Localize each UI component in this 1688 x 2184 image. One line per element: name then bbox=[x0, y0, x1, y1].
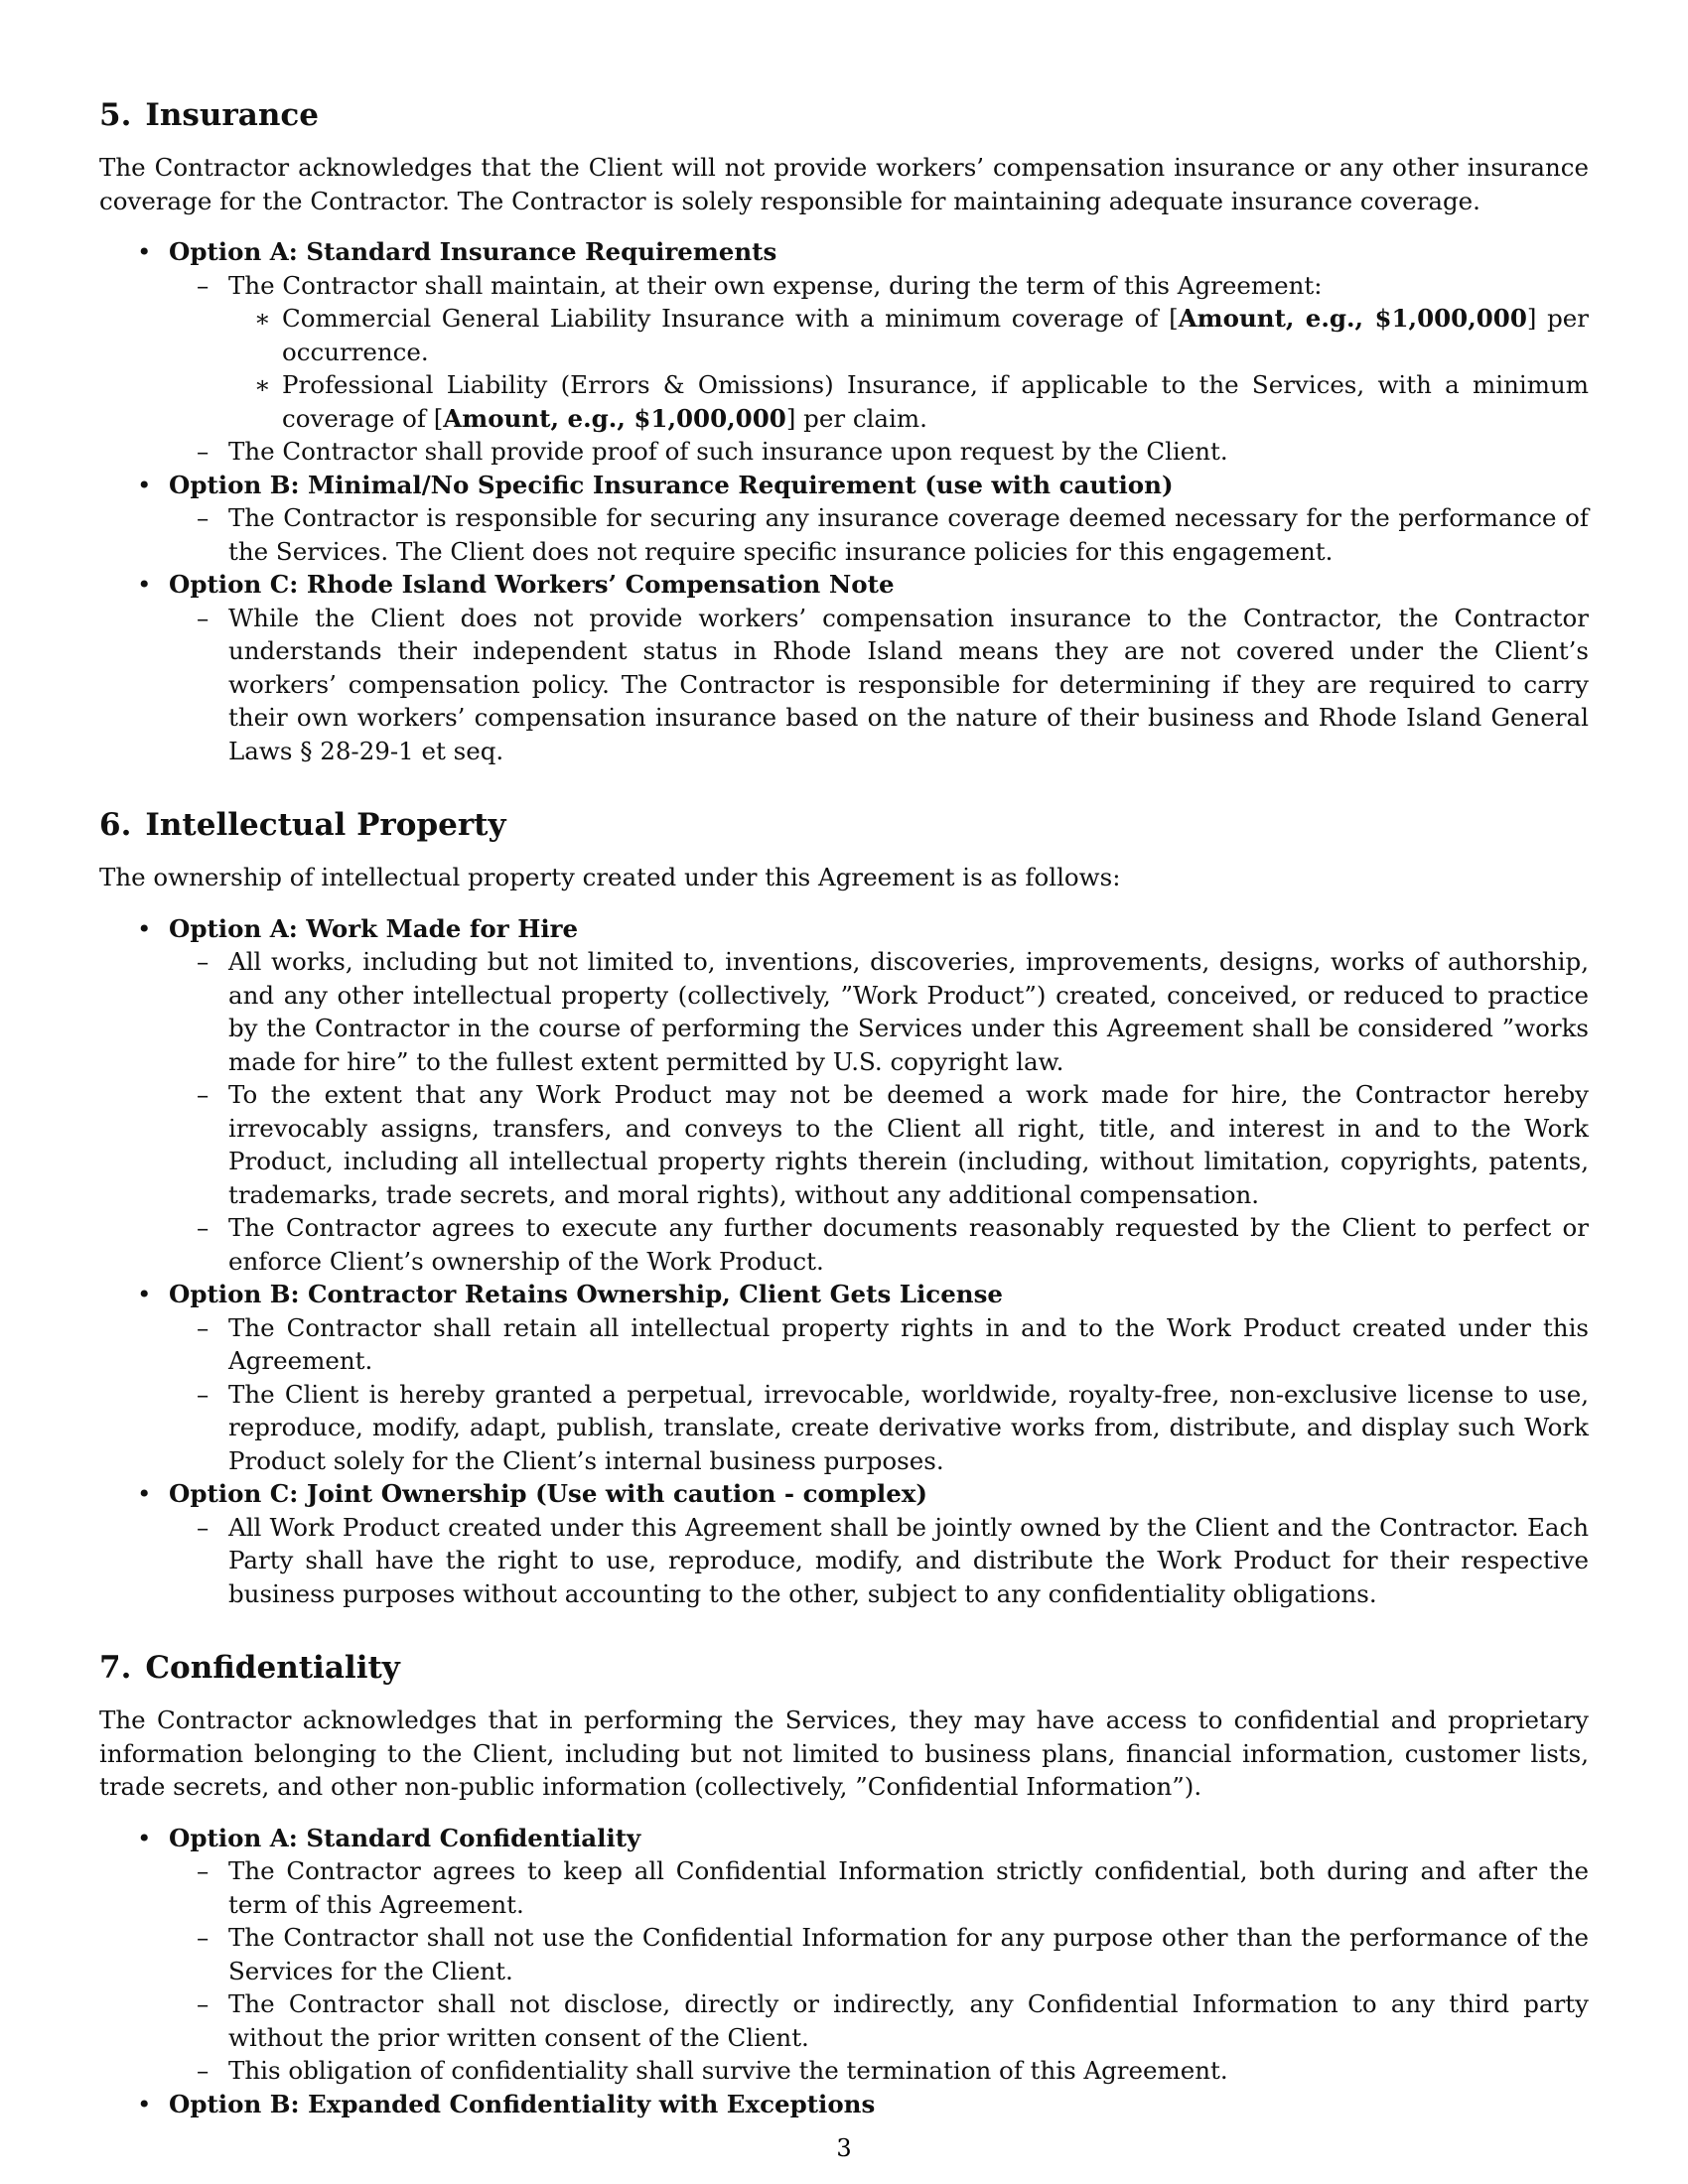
section bbox=[99, 95, 1589, 767]
document-page bbox=[99, 95, 1589, 2158]
option-item bbox=[99, 568, 1589, 767]
dash-icon: – bbox=[197, 1312, 210, 1342]
option-item bbox=[99, 1822, 1589, 2088]
section-number: 7. bbox=[99, 1650, 132, 1686]
section-intro: The ownership of intellectual property created under this Agreement is as follows: bbox=[99, 863, 1121, 891]
subclause-text: Commercial General Liability Insurance with a minimum coverage of [ bbox=[282, 304, 1179, 333]
option-title: Option B: Minimal/No Specific Insurance Requirement (use with caution) bbox=[169, 470, 1174, 499]
subclause-text: Professional Liability (Errors & Omissions) Insurance, if applicable to the Services, with a minimum coverage of [ bbox=[282, 370, 1589, 433]
clause-text: The Contractor agrees to keep all Confidential Information strictly confidential, both during and after the term of this Agreement. bbox=[228, 1856, 1589, 1919]
dash-icon: – bbox=[197, 603, 210, 632]
subclause-text-end: ] per occurrence. bbox=[282, 304, 1589, 366]
clause-item bbox=[169, 501, 1589, 568]
clause-item bbox=[169, 1211, 1589, 1278]
dash-icon: – bbox=[197, 1080, 210, 1109]
bullet-icon: • bbox=[137, 1823, 152, 1852]
dash-icon: – bbox=[197, 1989, 210, 2018]
clause-item bbox=[169, 1378, 1589, 1478]
clause-text: The Contractor shall provide proof of such insurance upon request by the Client. bbox=[228, 437, 1228, 466]
dash-icon: – bbox=[197, 947, 210, 976]
subclause-item bbox=[228, 302, 1589, 368]
section bbox=[99, 805, 1589, 1610]
section-number: 5. bbox=[99, 97, 132, 133]
section-title: Insurance bbox=[145, 97, 319, 133]
option-clauses bbox=[169, 602, 1589, 768]
dash-icon: – bbox=[197, 1379, 210, 1409]
option-item bbox=[99, 235, 1589, 469]
option-title: Option B: Expanded Confidentiality with Exceptions bbox=[169, 2089, 876, 2118]
option-clauses bbox=[169, 945, 1589, 1278]
subclause-list bbox=[228, 302, 1589, 435]
bullet-icon: • bbox=[137, 1280, 152, 1308]
clause-item bbox=[169, 1311, 1589, 1378]
option-clauses bbox=[169, 269, 1589, 469]
clause-item bbox=[169, 2054, 1589, 2088]
option-title: Option C: Joint Ownership (Use with caution - complex) bbox=[169, 1479, 928, 1508]
dash-icon: – bbox=[197, 270, 210, 300]
option-item bbox=[99, 1278, 1589, 1477]
clause-text: The Client is hereby granted a perpetual, irrevocable, worldwide, royalty-free, non-exclusive license to use, reproduce, modify, adapt, publish, translate, create derivative works from, distribute, and display such Work Product solely for the Client’s internal business purposes. bbox=[228, 1379, 1589, 1475]
option-clauses bbox=[169, 1854, 1589, 2088]
options-list bbox=[99, 1822, 1589, 2121]
option-item bbox=[99, 1477, 1589, 1610]
clause-text: While the Client does not provide workers’ compensation insurance to the Contractor, the Contractor understands their independent status in Rhode Island means they are not covered under the Client’s workers’ compensation policy. The Contractor is responsible for determining if they are required to carry their own workers’ compensation insurance based on the nature of their business and Rhode Island General Laws § 28-29-1 et seq. bbox=[228, 603, 1589, 765]
section-heading bbox=[99, 1648, 1589, 1688]
dash-icon: – bbox=[197, 437, 210, 466]
option-title: Option A: Standard Insurance Requirements bbox=[169, 237, 777, 266]
dash-icon: – bbox=[197, 2056, 210, 2085]
option-item bbox=[99, 2088, 1589, 2121]
section-heading bbox=[99, 805, 1589, 845]
clause-text: All Work Product created under this Agreement shall be jointly owned by the Client and the Contractor. Each Party shall have the right to use, reproduce, modify, and distribute the Work Product for their respective business purposes without accounting to the other, subject to any confidentiality obligations. bbox=[228, 1512, 1589, 1608]
clause-text: The Contractor shall maintain, at their own expense, during the term of this Agreement: bbox=[228, 270, 1323, 300]
clause-text: To the extent that any Work Product may not be deemed a work made for hire, the Contractor hereby irrevocably assigns, transfers, and conveys to the Client all right, title, and interest in and to the Work Product, including all intellectual property rights therein (including, without limitation, copyrights, patents, trademarks, trade secrets, and moral rights), without any additional compensation. bbox=[228, 1080, 1589, 1209]
subclause-item bbox=[228, 368, 1589, 435]
clause-text: This obligation of confidentiality shall survive the termination of this Agreement. bbox=[228, 2056, 1228, 2085]
clause-item bbox=[169, 435, 1589, 469]
section-heading bbox=[99, 95, 1589, 135]
option-title: Option A: Standard Confidentiality bbox=[169, 1823, 641, 1852]
clause-item bbox=[169, 1078, 1589, 1211]
clause-text: The Contractor shall retain all intellectual property rights in and to the Work Product created under this Agreement. bbox=[228, 1312, 1589, 1375]
clause-text: The Contractor shall not use the Confidential Information for any purpose other than the performance of the Services for the Client. bbox=[228, 1923, 1589, 1985]
clause-item bbox=[169, 1987, 1589, 2054]
clause-text: All works, including but not limited to, inventions, discoveries, improvements, designs, works of authorship, and any other intellectual property (collectively, ”Work Product”) created, conceived, or reduced to practice by the Contractor in the course of performing the Services under this Agreement shall be considered ”works made for hire” to the fullest extent permitted by U.S. copyright law. bbox=[228, 947, 1589, 1076]
subclause-text-end: ] per claim. bbox=[785, 403, 927, 433]
clause-text: The Contractor agrees to execute any further documents reasonably requested by the Client to perfect or enforce Client’s ownership of the Work Product. bbox=[228, 1213, 1589, 1276]
asterisk-icon: ∗ bbox=[254, 304, 271, 333]
clause-text: The Contractor is responsible for securing any insurance coverage deemed necessary for the performance of the Services. The Client does not require specific insurance policies for this engagement. bbox=[228, 503, 1589, 566]
clause-item bbox=[169, 602, 1589, 768]
section bbox=[99, 1648, 1589, 2120]
bullet-icon: • bbox=[137, 470, 152, 499]
option-title: Option A: Work Made for Hire bbox=[169, 913, 579, 943]
section-number: 6. bbox=[99, 807, 132, 843]
option-title: Option B: Contractor Retains Ownership, Client Gets License bbox=[169, 1280, 1003, 1308]
option-item bbox=[99, 912, 1589, 1279]
options-list bbox=[99, 912, 1589, 1611]
dash-icon: – bbox=[197, 1213, 210, 1242]
clause-item bbox=[169, 945, 1589, 1078]
dash-icon: – bbox=[197, 1856, 210, 1885]
option-clauses bbox=[169, 1311, 1589, 1478]
amount-placeholder: Amount, e.g., $1,000,000 bbox=[1178, 304, 1527, 333]
clause-item bbox=[169, 269, 1589, 436]
option-item bbox=[99, 469, 1589, 569]
option-clauses bbox=[169, 1511, 1589, 1611]
dash-icon: – bbox=[197, 1512, 210, 1542]
option-clauses bbox=[169, 501, 1589, 568]
option-title: Option C: Rhode Island Workers’ Compensation Note bbox=[169, 570, 895, 599]
page-number: 3 bbox=[836, 2134, 852, 2162]
asterisk-icon: ∗ bbox=[254, 370, 271, 399]
bullet-icon: • bbox=[137, 1479, 152, 1508]
options-list bbox=[99, 235, 1589, 767]
clause-item bbox=[169, 1511, 1589, 1611]
amount-placeholder: Amount, e.g., $1,000,000 bbox=[443, 403, 786, 433]
dash-icon: – bbox=[197, 1923, 210, 1952]
bullet-icon: • bbox=[137, 237, 152, 266]
clause-text: The Contractor shall not disclose, directly or indirectly, any Confidential Information to any third party without the prior written consent of the Client. bbox=[228, 1989, 1589, 2052]
dash-icon: – bbox=[197, 503, 210, 532]
section-intro: The Contractor acknowledges that in performing the Services, they may have access to confidential and proprietary information belonging to the Client, including but not limited to business plans, financial information, customer lists, trade secrets, and other non-public information (collectively, ”Confidential Information”). bbox=[99, 1706, 1589, 1801]
section-intro: The Contractor acknowledges that the Client will not provide workers’ compensation insurance or any other insurance coverage for the Contractor. The Contractor is solely responsible for maintaining adequate insurance coverage. bbox=[99, 153, 1589, 215]
bullet-icon: • bbox=[137, 570, 152, 599]
bullet-icon: • bbox=[137, 913, 152, 943]
bullet-icon: • bbox=[137, 2089, 152, 2118]
section-title: Confidentiality bbox=[145, 1650, 400, 1686]
clause-item bbox=[169, 1854, 1589, 1921]
clause-item bbox=[169, 1921, 1589, 1987]
section-title: Intellectual Property bbox=[145, 807, 506, 843]
